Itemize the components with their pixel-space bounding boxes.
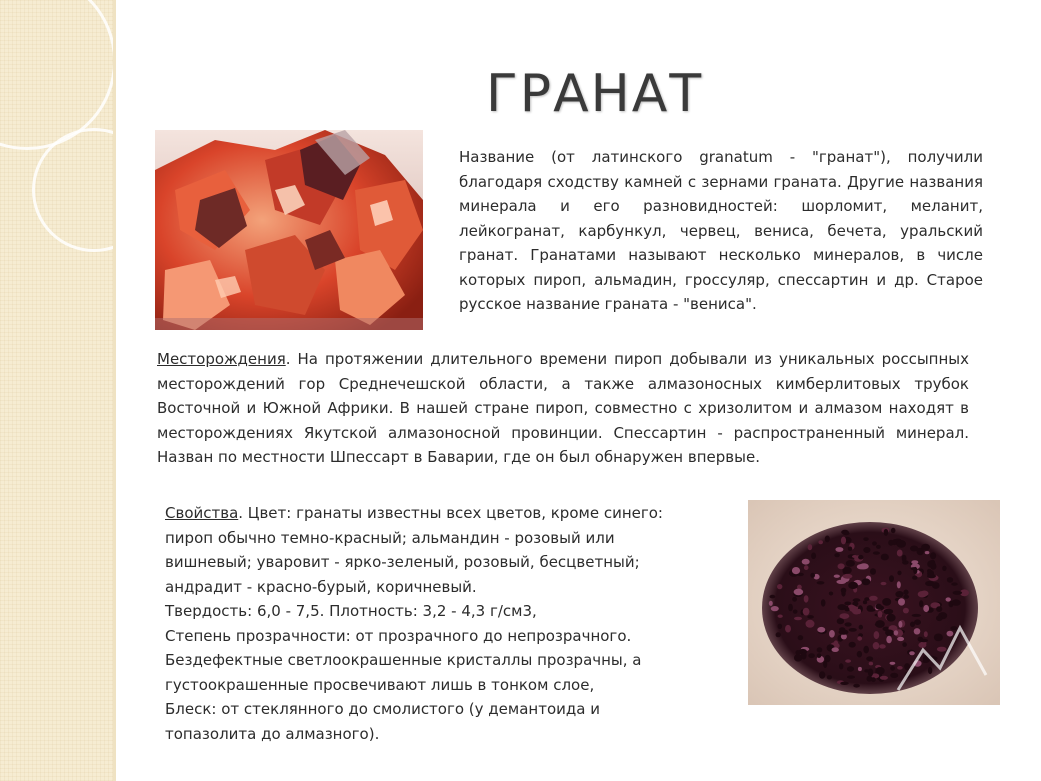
properties-line: Степень прозрачности: от прозрачного до непрозрачного. xyxy=(165,626,632,645)
garnet-crystal-photo xyxy=(155,130,423,330)
properties-line: Свойства. Цвет: гранаты известны всех цветов, кроме синего: xyxy=(165,504,663,522)
properties-line: Бездефектные светлоокрашенные кристаллы прозрачны, а xyxy=(165,651,642,669)
properties-line: Твердость: 6,0 - 7,5. Плотность: 3,2 - 4,3 г/см3, xyxy=(165,602,537,620)
decorative-side-band xyxy=(0,0,116,781)
garnet-grains-photo xyxy=(748,500,1000,705)
intro-paragraph: Название (от латинского granatum - "гранат"), получили благодаря сходству камней с зернами граната. Другие названия минерала и его разновидностей: шорломит, меланит, лейкогранат, карбункул, червец, вениса, бечета, уральский гранат. Гранатами называют несколько минералов, в числе которых пироп, альмадин, гроссуляр, спессартин и др. Старое русское название граната - "вениса". xyxy=(459,148,983,313)
properties-line: пироп обычно темно-красный; альмандин - розовый или xyxy=(165,528,615,547)
properties-line: топазолита до алмазного). xyxy=(165,724,380,743)
deposits-text: . На протяжении длительного времени пироп добывали из уникальных россыпных месторождений гор Среднечешской области, а также алмазоносных кимберлитовых трубок Восточной и Южной Африки. В нашей стране пироп, совместно с хризолитом и алмазом находят в месторожденияx Якутской алмазоносной провинции. Спессартин - распространенный минерал. Назван по местности Шпессарт в Баварии, где он был обнаружен впервые. xyxy=(157,350,969,466)
deposits-paragraph xyxy=(157,347,969,470)
deposits-heading: Месторождения xyxy=(157,350,286,368)
properties-line: Блеск: от стеклянного до смолистого (у демантоида и xyxy=(165,700,600,718)
properties-heading: Свойства xyxy=(165,504,239,522)
properties-paragraph xyxy=(165,501,715,746)
properties-line: вишневый; уваровит - ярко-зеленый, розовый, бесцветный; xyxy=(165,553,640,571)
page-title: ГРАНАТ xyxy=(486,64,704,124)
properties-line: андрадит - красно-бурый, коричневый. xyxy=(165,577,477,596)
properties-line: густоокрашенные просвечивают лишь в тонком слое, xyxy=(165,675,595,694)
